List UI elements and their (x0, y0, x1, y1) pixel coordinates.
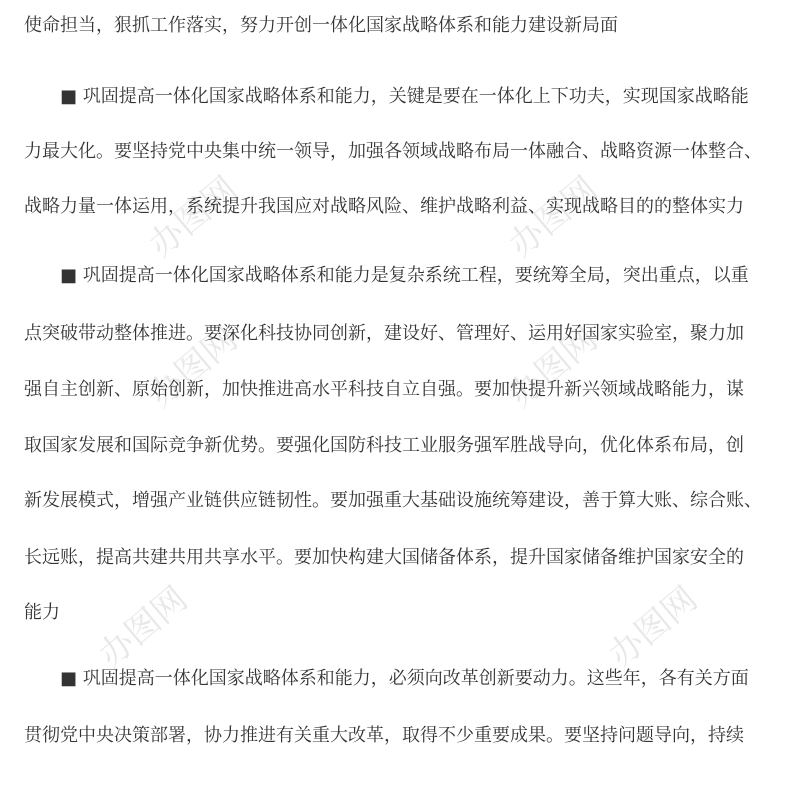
paragraph-line: 力最大化。要坚持党中央集中统一领导，加强各领域战略布局一体融合、战略资源一体整合、 (24, 141, 762, 162)
paragraph-line: 能力 (24, 602, 60, 623)
watermark: 办图网 (141, 169, 246, 266)
paragraph-line: ■ 巩固提高一体化国家战略体系和能力，必须向改革创新要动力。这些年，各有关方面 (60, 668, 749, 689)
watermark: 办图网 (141, 319, 246, 416)
watermark: 办图网 (501, 319, 606, 416)
paragraph-line: 新发展模式，增强产业链供应链韧性。要加强重大基础设施统筹建设，善于算大账、综合账、 (24, 490, 762, 511)
paragraph-line: 战略力量一体运用，系统提升我国应对战略风险、维护战略利益、实现战略目的的整体实力 (24, 196, 744, 217)
paragraph-line: ■ 巩固提高一体化国家战略体系和能力是复杂系统工程，要统筹全局，突出重点，以重 (60, 265, 749, 286)
paragraph-line: 长远账，提高共建共用共享水平。要加快构建大国储备体系，提升国家储备维护国家安全的 (24, 547, 744, 568)
paragraph-line: 取国家发展和国际竞争新优势。要强化国防科技工业服务强军胜战导向，优化体系布局，创 (24, 435, 744, 456)
watermark: 办图网 (601, 579, 706, 676)
paragraph-line: 使命担当，狠抓工作落实，努力开创一体化国家战略体系和能力建设新局面 (24, 15, 618, 36)
watermark: 办图网 (501, 169, 606, 266)
paragraph-line: 贯彻党中央决策部署，协力推进有关重大改革，取得不少重要成果。要坚持问题导向，持续 (24, 725, 744, 746)
watermark: 办图网 (91, 579, 196, 676)
paragraph-line: 点突破带动整体推进。要深化科技协同创新，建设好、管理好、运用好国家实验室，聚力加 (24, 323, 744, 344)
paragraph-line: 强自主创新、原始创新，加快推进高水平科技自立自强。要加快提升新兴领域战略能力，谋 (24, 379, 744, 400)
paragraph-line: ■ 巩固提高一体化国家战略体系和能力，关键是要在一体化上下功夫，实现国家战略能 (60, 86, 749, 107)
